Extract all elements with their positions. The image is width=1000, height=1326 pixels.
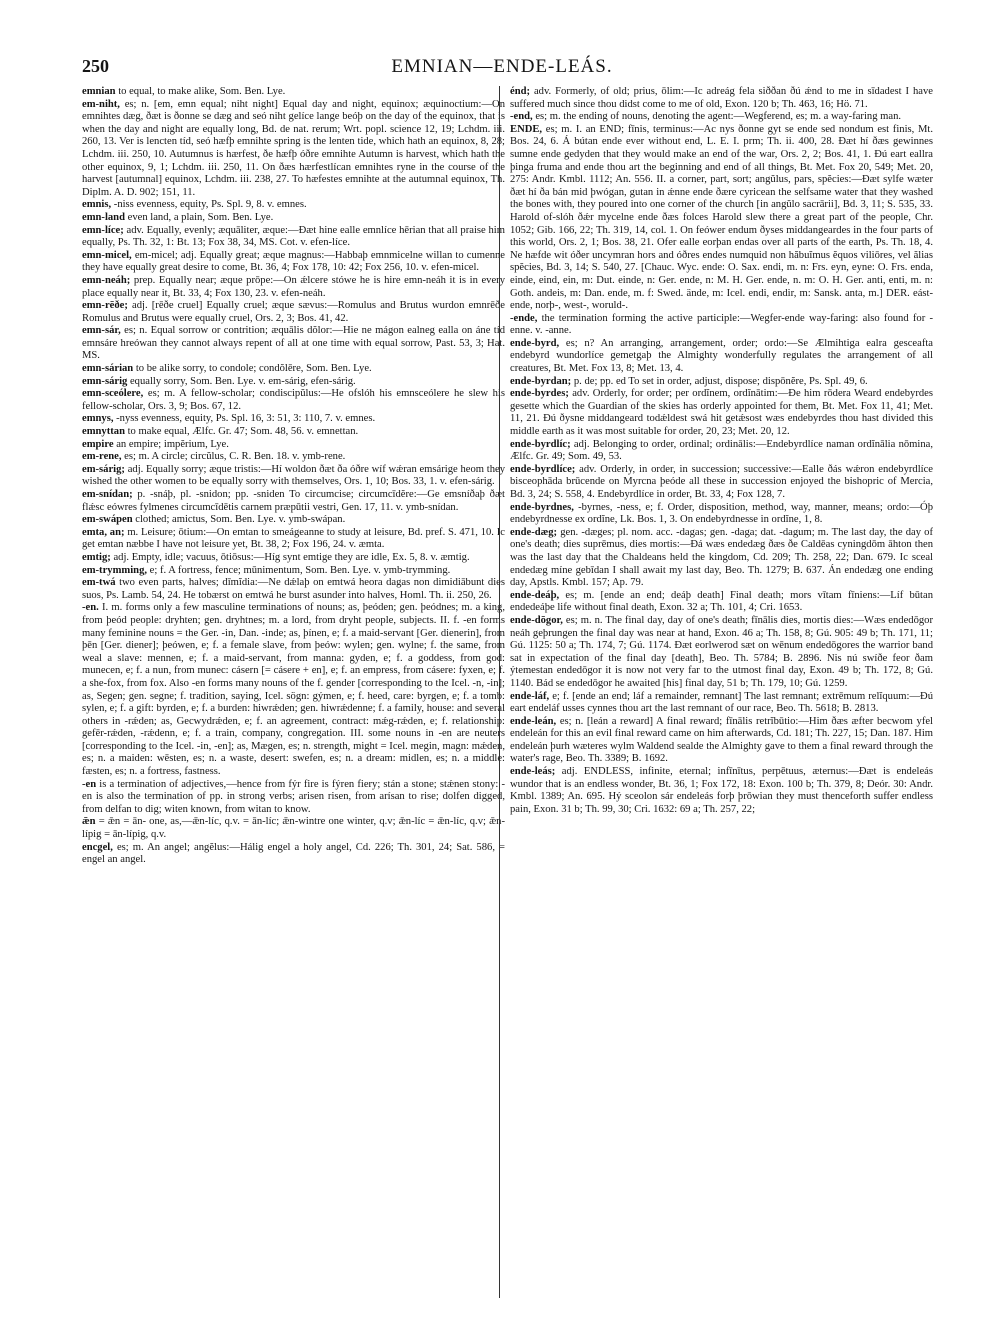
dictionary-entry <box>510 439 933 464</box>
dictionary-entry <box>510 615 933 691</box>
entry-text: m. Leisure; ōtium:—On emtan to smeágeanne to study at leisure, Bd. pref. S. 471, 10. Ic get emtan næbbe I have not leisure yet, Bt. 38, 2; Fox 196, 24. v. æmta. <box>82 526 505 551</box>
entry-headword: énd; <box>510 86 531 97</box>
page-header <box>82 56 922 82</box>
entry-headword: em-rene, <box>82 451 122 463</box>
entry-text: e; f. [ende an end; láf a remainder, remnant] The last remnant; extrēmum relĭquum:—Ðú eart endeláf usses cynnes thou art the last remnant of our race, Beo. Th. 5618; B. 2813. <box>510 690 933 715</box>
dictionary-entry <box>82 816 505 841</box>
dictionary-entry <box>82 464 505 489</box>
entry-headword: ende-leás; <box>510 766 556 778</box>
entry-text: the termination forming the active participle:—Wegfer-ende way-faring: also found for -enne. v. -anne. <box>510 312 933 337</box>
entry-headword: ende-dæg; <box>510 526 558 538</box>
entry-headword: emn-land <box>82 211 125 223</box>
dictionary-entry <box>82 275 505 300</box>
entry-text: es; m. [ende an end; deáþ death] Final death; mors vītam fīniens:—Líf būtan endedeáþe life without final death, Exon. 32 a; Th. 101, 4; Cri. 1653. <box>510 589 933 614</box>
dictionary-entry <box>82 413 505 426</box>
dictionary-entry <box>82 225 505 250</box>
dictionary-entry <box>82 779 505 817</box>
entry-headword: emn-sár, <box>82 325 121 337</box>
entry-headword: emn-sárig <box>82 375 128 387</box>
entry-text: es; n. [leán a reward] A final reward; fīnālis retrĭbūtio:—Him ðæs æfter becwom yfel endeleán for this an evil final reward came on him afterwards, Cd. 181; Th. 227, 15; Dan. 187. Him endeleán þurh wæteres wylm Waldend sealde the Almighty gave to them a final reward through the water's rage, Beo. Th. 3389; B. 1692. <box>510 715 933 765</box>
entry-text: to equal, to make alike, Som. Ben. Lye. <box>115 86 286 97</box>
dictionary-entry <box>82 439 505 452</box>
entry-headword: -end, <box>510 111 533 123</box>
running-title: EMNIAN—ENDE-LEÁS. <box>391 56 613 77</box>
dictionary-entry <box>510 376 933 389</box>
entry-text: es; m. A circle; circŭlus, C. R. Ben. 18. v. ymb-rene. <box>121 451 346 463</box>
entry-headword: ende-byrdlíce; <box>510 463 576 475</box>
entry-text: es; n? An arranging, arrangement, order; ordo:—Se Ælmihtiga ealra gesceafta endebyrd wundorlíce gemetgaþ the Almighty wonderfully regulates the arrangement of all creatures, Bt. Met. Fox 13, 8; Met. 13, 4. <box>510 337 933 375</box>
dictionary-entry <box>510 111 933 124</box>
entry-text: es; n. Equal sorrow or contrition; æquālis dŏlor:—Hie ne mágon ealneg ealla on áne tíd emnsáre hreówan they cannot always repent of all at one time with equal sorrow, Past. 53, 3; Hat. MS. <box>82 325 505 362</box>
entry-headword: em-sárig; <box>82 463 125 475</box>
entry-text: clothed; amictus, Som. Ben. Lye. v. ymb-swápan. <box>132 514 346 526</box>
entry-headword: ende-deáþ, <box>510 589 560 601</box>
entry-text: em-micel; adj. Equally great; æque magnus:—Habbaþ emnmicelne willan to cumenne they have equally great desire to come, Bt. 36, 4; Fox 178, 10: 42; Fox 256, 10. v. efen-micel. <box>82 249 505 274</box>
dictionary-entry <box>510 766 933 816</box>
entry-text: adv. Formerly, of old; prius, ōlim:—Ic adreág fela siððan ðú ǽnd to me in sīdadest I have suffered much since thou didst come to me of old, Exon. 120 b; Th. 463, 16; Hö. 71. <box>510 86 933 110</box>
entry-text: es; n. [em, emn equal; niht night] Equal day and night, equinox; æquinoctium:—On emnihtes dæg, ðæt is ðonne se dæg and seó niht gelíce lange beóþ on the day of the equinox, that is when the day and night are equally long, Bd. de nat. rerum; Wrt. popl. science 12, 19; Lchdm. iii. 260, 13. Ver is lencten tíd, seó hæfþ emnihte spring is the lenten tide, which hath an equinox, 8, 28; Lchdm. iii. 250, 10. Autumnus is hærfest, ðe hæfþ óðre emnihte Autumn is harvest, which hath the other equinox, 9, 1; Lchdm. iii. 250, 11. On ðæs hærfestlícan emnihtes ryne in the course of the harvest [autumnal] equinox, Lchdm. iii. 238, 27. To hæfestes emnihte at the autumnal equinox, Th. Diplm. A. D. 902; 151, 11. <box>82 98 505 198</box>
entry-headword: emn-neáh; <box>82 274 131 286</box>
column-divider <box>499 86 500 1298</box>
dictionary-entry <box>510 464 933 502</box>
entry-headword: ende-leán, <box>510 715 557 727</box>
dictionary-entry <box>82 300 505 325</box>
entry-headword: em-twá <box>82 577 116 589</box>
entry-text: I. m. forms only a few masculine terminations of nouns; as, þeóden; gen. þeódnes; m. a king, from þeód people: dryhten; gen. dryhtnes; m. a lord, from dryht people, subjects. II. f. -en forms many feminine nouns = the Ger. -in, Dan. -inde; as, þínen, e; f. a maid-servant [Ger. dienerin], from þēn [Ger. diener]; þeówen, e; f. a female slave, from þeów: wylen; gen. wylne; f. the same, from weal a slave: mennen, e; f. a maid-servant, from manna: gyden, e; f. a goddess, from god: munecen, e; f. a nun, from munec: cásern [= cásere + en], e; f. an empress, from cásere: fyxen, e; f. a she-fox, from fox. Also -en forms many nouns of the f. gender [corresponding to the Icel. -n, -in]; as, Segen; gen. segne; f. tradition, saying, Icel. sögn: gýmen, e; f. heed, care: byrgen, e; f. a tomb: sylen, e; f. a gift: byrden, e; f. a burden: hiwrǽden; gen. hiwrǽdenne; f. a family, house: and several others in -rǽden; as, Gecwydrǽden, e; f. an agreement, contract: mǽg-rǽden, e; f. relationship: gefēr-rǽden, -rǽdenn, e; f. a train, company, congregation. III. some nouns in -en are neuters [corresponding to the Icel. -in, -en]; as, Mægen, es; n. strength, might = Icel. megin, magn: mǽden, es; n. a maiden: wēsten, es; n. a waste, desert: swefen, es; n. a dream: midlen, es; n. a middle: fæsten, es; n. a fortress, fastness. <box>82 602 505 778</box>
entry-headword: ǣn <box>82 816 96 828</box>
entry-headword: ende-byrdlíc; <box>510 438 571 450</box>
entry-headword: em-trymming, <box>82 564 148 576</box>
dictionary-entry <box>510 338 933 376</box>
entry-text: adj. [rēðe cruel] Equally cruel; æque sævus:—Romulus and Brutus wurdon emnrēðe Romulus and Brutus were equally cruel, Ors. 2, 3; Bos. 41, 42. <box>82 300 505 324</box>
entry-headword: emn-sceólere, <box>82 388 144 400</box>
entry-text: an empire; impĕrium, Lye. <box>113 438 229 450</box>
entry-headword: em-snídan; <box>82 489 133 500</box>
entry-headword: ende-láf, <box>510 690 550 702</box>
dictionary-entry <box>510 502 933 527</box>
entry-headword: em-swápen <box>82 514 133 526</box>
dictionary-entry <box>82 212 505 225</box>
left-column <box>82 86 505 1308</box>
dictionary-entry <box>510 86 933 111</box>
entry-headword: -ende, <box>510 312 538 324</box>
dictionary-entry <box>82 426 505 439</box>
dictionary-entry <box>82 325 505 363</box>
entry-headword: ende-byrdes; <box>510 388 569 400</box>
entry-text: adj. Empty, idle; vacuus, ōtiōsus:—Híg synt emtige they are idle, Ex. 5, 8. v. æmtig. <box>110 551 470 563</box>
dictionary-entry <box>510 388 933 438</box>
entry-text: es; m. n. The final day, day of one's death; fīnālis dies, mortis dies:—Wæs endedōgor neáh geþrungen the final day was near at hand, Exon. 46 a; Th. 158, 8; Gú. 905: 49 b; Th. 171, 11; Gú. 1125: 50 a; Th. 174, 7; Gú. 1174. Ðæt eorlwerod sæt on wēnum endedōgores the warrior band sat in expectation of the final day [death], Beo. Th. 5784; B. 2896. Nis nú swíðe feor ðam ýtemestan endedōgor it is now not very far to the utmost final day, Exon. 49 b; Th. 172, 8; Gú. 1140. Bád se endedōgor he awaited [his] final day, 51 b; Th. 179, 10; Gú. 1259. <box>510 614 933 689</box>
dictionary-entry <box>510 691 933 716</box>
entry-text: p. -snáþ, pl. -snidon; pp. -sniden To circumcise; circumcīdĕre:—Ge emsníðaþ ðæt flǽsc eówres fylmenes circumcīdētis carnem præpūtii vestri, Gen. 17, 11. v. ymb-snídan. <box>82 489 505 513</box>
dictionary-entry <box>82 489 505 514</box>
entry-headword: emtig; <box>82 551 111 563</box>
entry-headword: empire <box>82 438 114 450</box>
dictionary-entry <box>510 590 933 615</box>
entry-headword: emnys, <box>82 413 114 425</box>
entry-text: adj. Equally sorry; æque tristis:—Hí woldon ðæt ða óðre wíf wǽran emsárige heom they wished the other women to be equally sorry with themselves, Ors. 1, 10; Bos. 33, 1. v. efen-sárig. <box>82 463 505 488</box>
entry-text: to make equal, Ælfc. Gr. 47; Som. 48, 56. v. emnettan. <box>124 426 359 438</box>
dictionary-entry <box>510 313 933 338</box>
dictionary-entry <box>82 451 505 464</box>
entry-text: to be alike sorry, to condole; condŏlēre, Som. Ben. Lye. <box>133 363 372 375</box>
entry-headword: emn-micel, <box>82 249 132 261</box>
entry-text: e; f. A fortress, fence; mūnimentum, Som. Ben. Lye. v. ymb-trymming. <box>147 564 451 576</box>
entry-headword: em-niht, <box>82 98 120 110</box>
entry-text: -niss evenness, equity, Ps. Spl. 9, 8. v. emnes. <box>111 199 307 211</box>
entry-headword: emn-rēðe; <box>82 300 128 312</box>
entry-text: es; m. I. an END; fīnis, terminus:—Ac nys ðonne gyt se ende sed nondum est finis, Mt. Bos. 24, 6. Á bútan ende ever without end, L. E. I. prm; Th. ii. 400, 28. Ðæt hí ðæs gewinnes sumne ende gedyden that they would make an end of the war, Ors. 2, 2; Bos. 41, 1. Ðú eart eallra þinga fruma and ende thou art the beginning and end of all things, Bt. Met. Fox 20, 549; Met. 20, 275: Andr. Kmbl. 1112; An. 556. II. a corner, part, sort; angŭlus, pars, spĕcies:—Ðæt sylfe wæter ðæt hí ða bán mid þwógan, gutan in ǽnne ende ðære cyricean the selfsame water that they washed the bones with, they poured into one corner of the church [in angŭlo sacrārii], Bd. 3, 11; S. 535, 33. Harold of-slóh ðǽr mycelne ende ðæs folces Harold slew there a great part of the people, Chr. 1052; Gib. 166, 22; Th. 319, 14, col. 1. On feówer endum ðyses middangeardes in the four parts of this world, Ors. 2, 1; Bos. 38, 21. Ofer ealle eorþan endas over all parts of the earth, Ps. Th. 18, 4. Ne hæfde wit óðer uncymran hors and óðres endes numquid non hăbuĭmus ĕquos viliōres, vel ălias spĕcies, Bd. 3, 14; S. 540, 27. [Chauc. Wyc. ende: O. Sax. endi, m. n: Frs. eyn, eyne: O. Frs. enda, einde, eind, ein, m: Dut. einde, n: Ger. ende, n: M. H. Ger. ende, n. m: O. H. Ger. anti, enti, m. n: Goth. andeis, m: Dan. ende, m. f: Swed. ände, m: Icel. endi, endir, m: Sansk. anta, m.] DER. eást-ende, norþ-, west-, woruld-. <box>510 123 933 312</box>
entry-headword: emnian <box>82 86 116 97</box>
dictionary-entry <box>82 86 505 99</box>
dictionary-entry <box>82 565 505 578</box>
entry-text: adj. Belonging to order, ordinal; ordinālis:—Endebyrdlíce naman ordĭnālia nōmina, Ælfc. Gr. 49; Som. 49, 53. <box>510 438 933 463</box>
dictionary-entry <box>82 376 505 389</box>
dictionary-entry <box>82 514 505 527</box>
entry-text: two even parts, halves; dīmĭdia:—Ne dǽlaþ on emtwá heora dagas non dimidiābunt dies suos, Ps. Lamb. 54, 24. He tobærst on emtwá he burst asunder into halves, Homl. Th. ii. 250, 26. <box>82 577 505 601</box>
entry-text: p. de; pp. ed To set in order, adjust, dispose; dispōnĕre, Ps. Spl. 49, 6. <box>571 375 868 387</box>
entry-headword: emta, an; <box>82 526 125 538</box>
page-number: 250 <box>82 56 109 76</box>
entry-headword: ende-byrdan; <box>510 375 572 387</box>
entry-text: gen. -dæges; pl. nom. acc. -dagas; gen. -daga; dat. -dagum; m. The last day, the day of one's death; dies suprēmus, dies mortis:—Ðá wæs endedæg ðæs ðe Caldēas cyningdōm āhton then was the last day that the Chaldeans held the kingdom, Cd. 209; Th. 258, 22; Dan. 679. Ic sceal endedæg míne gebīdan I shall await my last day, Beo. Th. 1279; B. 637. Án endedæg one ending day, Apstls. Kmbl. 157; Ap. 79. <box>510 526 933 589</box>
entry-text: -nyss evenness, equity, Ps. Spl. 16, 3: 51, 3: 110, 7. v. emnes. <box>113 413 376 425</box>
entry-headword: ende-dōgor, <box>510 614 563 626</box>
dictionary-entry <box>82 250 505 275</box>
dictionary-entry <box>82 602 505 778</box>
entry-text: even land, a plain, Som. Ben. Lye. <box>124 211 274 223</box>
entry-headword: emnis, <box>82 199 112 211</box>
dictionary-entry <box>82 527 505 552</box>
dictionary-entry <box>82 577 505 602</box>
entry-text: adj. ENDLESS, infinite, eternal; infīnītus, perpētuus, æternus:—Ðæt is endeleás wundor that is an endless wonder, Bt. 36, 1; Fox 172, 18: Exon. 100 b; Th. 379, 8; Deór. 30: Andr. Kmbl. 1389; An. 695. Hý sceolon sár endeleás forþ þrōwian they must thenceforth suffer endless pain, Exon. 31 b; Th. 99, 30; Cri. 1632: 69 a; Th. 257, 22; <box>510 766 933 815</box>
entry-headword: emn-sárian <box>82 363 134 375</box>
dictionary-entry <box>510 124 933 313</box>
entry-text: -byrnes, -ness, e; f. Order, disposition, method, way, manner, means; ordo:—Óþ endebyrdnesse ex ordĭne, Lk. Bos. 1, 3. On endebyrdnesse in ordĭne, 1, 8. <box>510 501 933 526</box>
dictionary-entry <box>82 363 505 376</box>
dictionary-entry <box>82 842 505 867</box>
dictionary-entry <box>510 527 933 590</box>
dictionary-entry <box>82 552 505 565</box>
entry-headword: encgel, <box>82 841 113 853</box>
entry-headword: -en. <box>82 602 99 614</box>
right-column <box>510 86 933 1308</box>
entry-text: is a termination of adjectives,—hence from fýr fire is fýren fiery; stán a stone; stǽnen stony: -en is also the termination of pp. in strong verbs; arisen risen, from arísan to rise; dolfen digged, from delfan to dig; witen known, from witan to know. <box>82 778 505 815</box>
entry-headword: emn-líce; <box>82 224 124 236</box>
entry-text: es; m. An angel; angĕlus:—Hálig engel a holy angel, Cd. 226; Th. 301, 24; Sat. 586, = engel an angel. <box>82 841 505 866</box>
entry-headword: emnyttan <box>82 426 125 438</box>
entry-headword: ende-byrd, <box>510 337 560 349</box>
entry-headword: ENDE, <box>510 123 543 135</box>
dictionary-entry <box>82 199 505 212</box>
entry-text: equally sorry, Som. Ben. Lye. v. em-sárig, efen-sárig. <box>127 375 356 387</box>
dictionary-entry <box>82 388 505 413</box>
entry-headword: ende-byrdnes, <box>510 501 574 513</box>
dictionary-entry <box>82 99 505 200</box>
entry-text: adv. Orderly, for order; per ordĭnem, ordĭnātim:—Ðe him rōdera Weard endebyrdes gesette which the Guardian of the skies has orderly appointed for them, Bt. Met. Fox 11, 41; Met. 11, 21. Ðú ðysne middangeard todǽldest swá hit getǽsost wæs endebyrdes thou hast divided this middle earth as it was most suitable for order, 20, 23; Met. 20, 12. <box>510 388 933 438</box>
entry-text: adv. Equally, evenly; æquāliter, æque:—Ðæt hine ealle emnlíce hērian that all praise him equally, Ps. Th. 32, 1: Bt. 13; Fox 38, 34, MS. Cot. v. efen-líce. <box>82 224 505 249</box>
entry-text: prep. Equally near; æque prōpe:—On ǽlcere stówe he is hire emn-neáh it is in every place equally near it, Bt. 33, 4; Fox 130, 23. v. efen-neáh. <box>82 274 505 299</box>
dictionary-entry <box>510 716 933 766</box>
entry-text: es; m. A fellow-scholar; condiscipŭlus:—He ofslóh his emnsceólere he slew his fellow-scholar, Ors. 3, 9; Bos. 67, 12. <box>82 388 505 412</box>
entry-text: es; m. the ending of nouns, denoting the agent:—Wegferend, es; m. a way-faring man. <box>532 111 902 123</box>
entry-text: adv. Orderly, in order, in succession; successive:—Ealle ðás wǽron endebyrdlíce bisceophāda brūcende on Myrcna þeóde all these in succession enjoyed the bishopric of Mercia, Bd. 3, 24; S. 558, 4. Endebyrdlíce in order, Bt. 33, 4; Fox 128, 7. <box>510 463 933 500</box>
entry-text: = ǣn = ān- one, as,—ǣn-líc, q.v. = ān-líc; ǣn-wintre one winter, q.v; ǣn-líc = ǣn-líc, q.v; ǣn-lípig = ān-lípig, q.v. <box>82 816 505 841</box>
entry-headword: -en <box>82 778 97 790</box>
